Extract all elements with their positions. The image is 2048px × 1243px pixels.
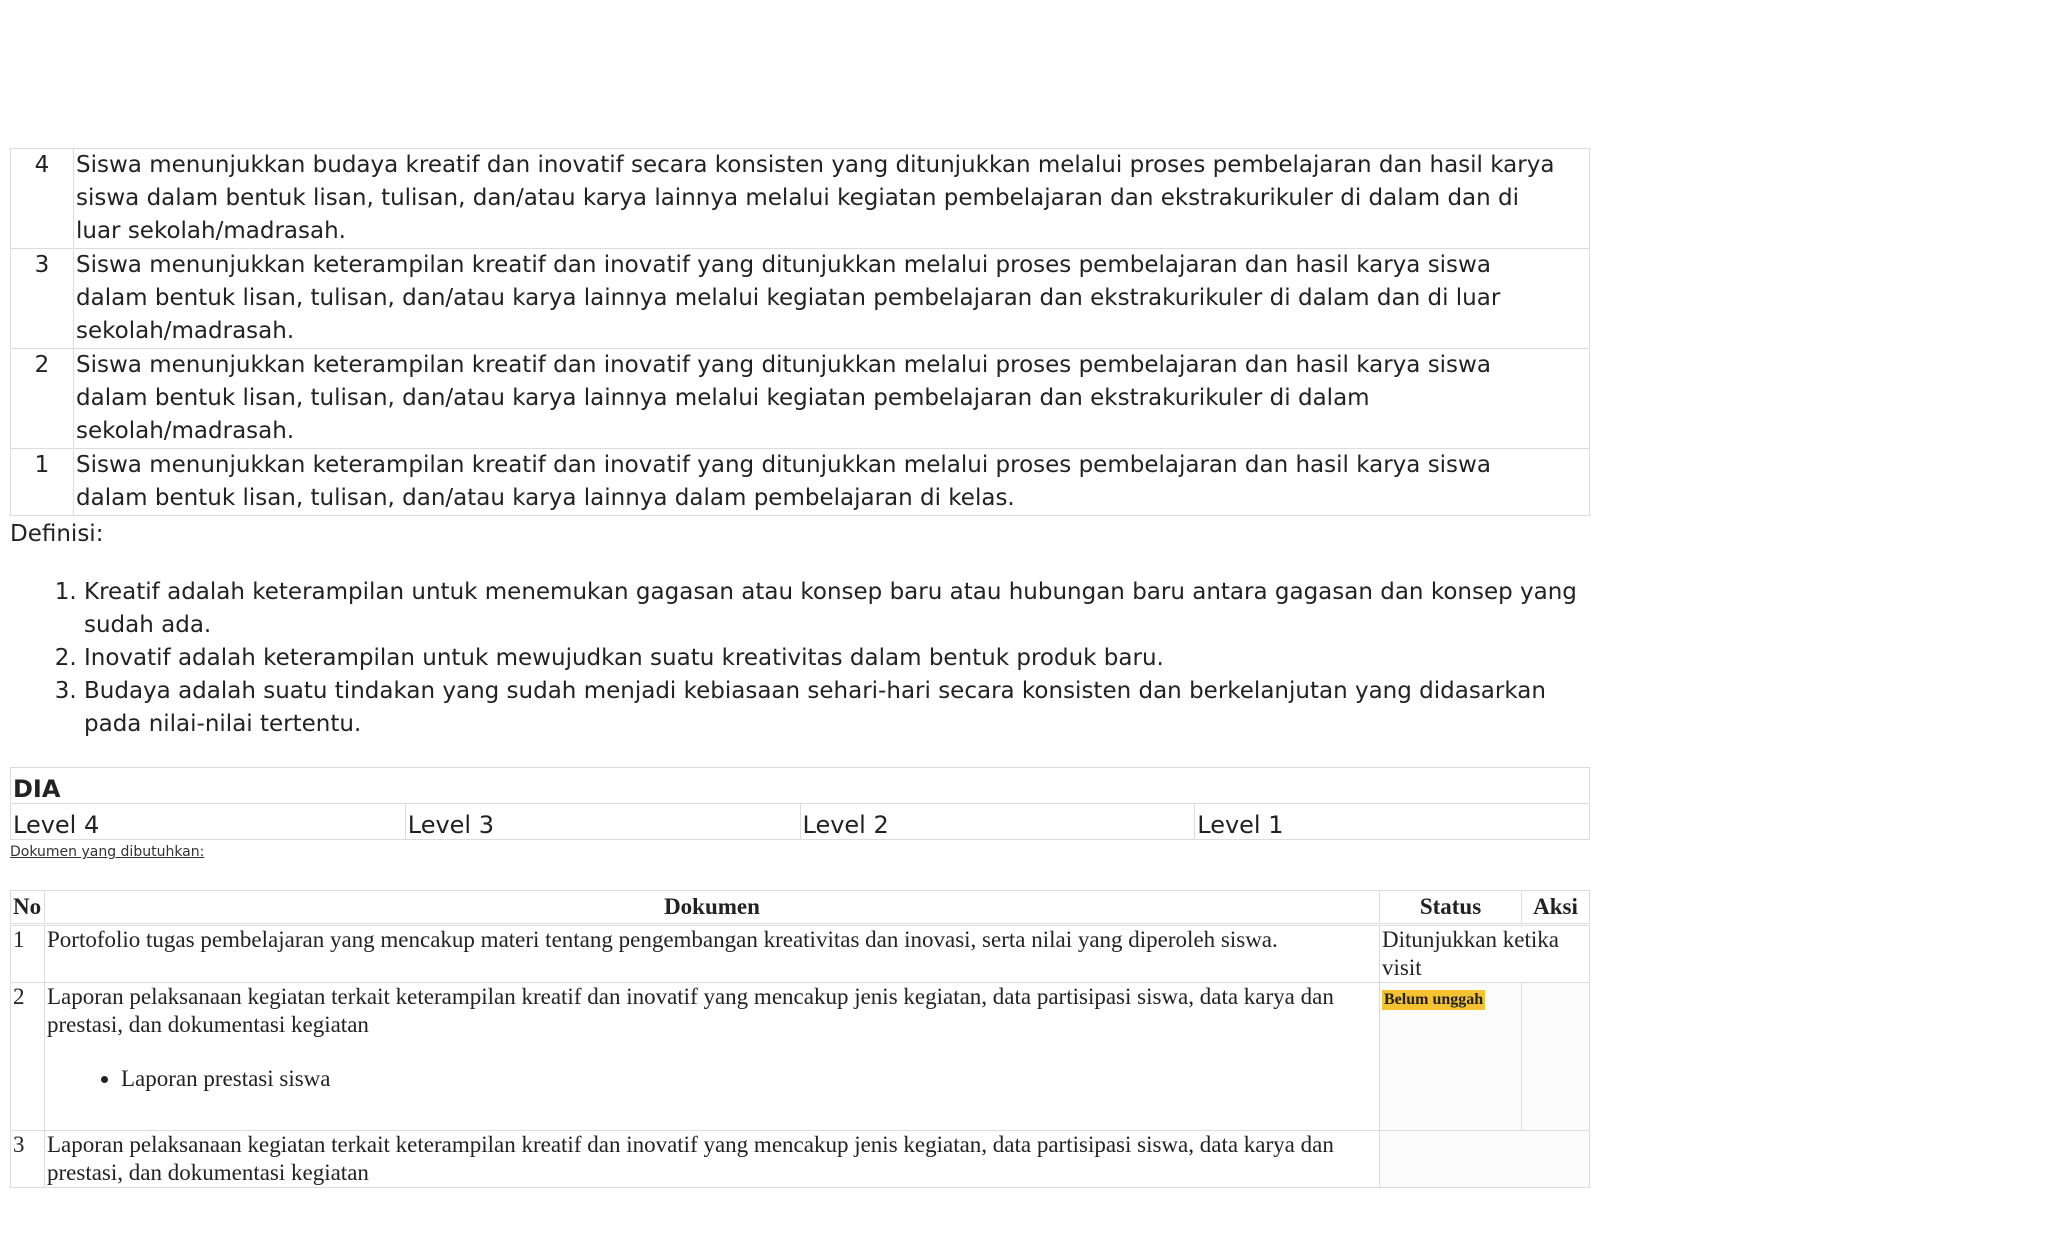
definition-list <box>10 576 1590 741</box>
row-document-cell <box>45 983 1380 1131</box>
sub-item: • Laporan prestasi siswa <box>121 1065 1377 1093</box>
page-content <box>10 148 1590 1188</box>
dia-level-2[interactable]: Level 2 <box>800 804 1195 840</box>
table-header-row <box>11 891 1590 925</box>
header-status: Status <box>1380 891 1522 925</box>
row-status <box>1380 983 1522 1131</box>
row-number: 3 <box>11 1131 45 1188</box>
level-description: Siswa menunjukkan keterampilan kreatif dan inovatif yang ditunjukkan melalui proses pembelajaran dan hasil karya siswa dalam bentuk lisan, tulisan, dan/atau karya lainnya melalui kegiatan pembelajaran dan ekstrakurikuler di dalam sekolah/madrasah. <box>74 349 1590 449</box>
definition-heading: Definisi: <box>10 521 104 547</box>
sub-item-list <box>47 1065 1377 1093</box>
level-description: Siswa menunjukkan keterampilan kreatif dan inovatif yang ditunjukkan melalui proses pembelajaran dan hasil karya siswa dalam bentuk lisan, tulisan, dan/atau karya lainnya melalui kegiatan pembelajaran dan ekstrakurikuler di dalam dan di luar sekolah/madrasah. <box>74 249 1590 349</box>
row-status <box>1380 1131 1590 1188</box>
level-description: Siswa menunjukkan keterampilan kreatif dan inovatif yang ditunjukkan melalui proses pembelajaran dan hasil karya siswa dalam bentuk lisan, tulisan, dan/atau karya lainnya dalam pembelajaran di kelas. <box>74 449 1590 516</box>
definition-item: 2. Inovatif adalah keterampilan untuk mewujudkan suatu kreativitas dalam bentuk produk baru. <box>84 642 1590 675</box>
level-number: 1 <box>11 449 74 516</box>
table-row <box>11 1131 1590 1188</box>
documents-needed-link[interactable]: Dokumen yang dibutuhkan: <box>10 844 205 860</box>
definition-item: 3. Budaya adalah suatu tindakan yang sudah menjadi kebiasaan sehari-hari secara konsisten dan berkelanjutan yang didasarkan pada nilai-nilai tertentu. <box>84 675 1590 741</box>
documents-table <box>10 890 1590 1188</box>
level-number: 3 <box>11 249 74 349</box>
table-row <box>11 925 1590 983</box>
row-status: Ditunjukkan ketika visit <box>1380 925 1590 983</box>
row-action[interactable] <box>1522 983 1590 1131</box>
level-description: Siswa menunjukkan budaya kreatif dan inovatif secara konsisten yang ditunjukkan melalui proses pembelajaran dan hasil karya siswa dalam bentuk lisan, tulisan, dan/atau karya lainnya melalui kegiatan pembelajaran dan ekstrakurikuler di dalam dan di luar sekolah/madrasah. <box>74 149 1590 249</box>
dia-level-1[interactable]: Level 1 <box>1195 804 1590 840</box>
level-number: 2 <box>11 349 74 449</box>
level-number: 4 <box>11 149 74 249</box>
row-document: Laporan pelaksanaan kegiatan terkait keterampilan kreatif dan inovatif yang mencakup jenis kegiatan, data partisipasi siswa, data karya dan prestasi, dan dokumentasi kegiatan <box>45 1131 1380 1188</box>
definition-item: 1. Kreatif adalah keterampilan untuk menemukan gagasan atau konsep baru atau hubungan baru antara gagasan dan konsep yang sudah ada. <box>84 576 1590 642</box>
level-row <box>11 449 1590 516</box>
level-rubric-table <box>10 148 1590 516</box>
row-document: Portofolio tugas pembelajaran yang mencakup materi tentang pengembangan kreativitas dan inovasi, serta nilai yang diperoleh siswa. <box>45 925 1380 983</box>
level-row <box>11 349 1590 449</box>
level-row <box>11 249 1590 349</box>
level-row <box>11 149 1590 249</box>
header-no: No <box>11 891 45 925</box>
status-badge: Belum unggah <box>1384 991 1484 1008</box>
dia-table <box>10 767 1590 840</box>
row-number: 1 <box>11 925 45 983</box>
row-number: 2 <box>11 983 45 1131</box>
dia-level-4[interactable]: Level 4 <box>11 804 406 840</box>
header-dokumen: Dokumen <box>45 891 1380 925</box>
table-row <box>11 983 1590 1131</box>
dia-level-3[interactable]: Level 3 <box>405 804 800 840</box>
row-document: Laporan pelaksanaan kegiatan terkait keterampilan kreatif dan inovatif yang mencakup jenis kegiatan, data partisipasi siswa, data karya dan prestasi, dan dokumentasi kegiatan <box>47 984 1334 1037</box>
dia-title: DIA <box>11 768 1590 804</box>
header-aksi: Aksi <box>1522 891 1590 925</box>
